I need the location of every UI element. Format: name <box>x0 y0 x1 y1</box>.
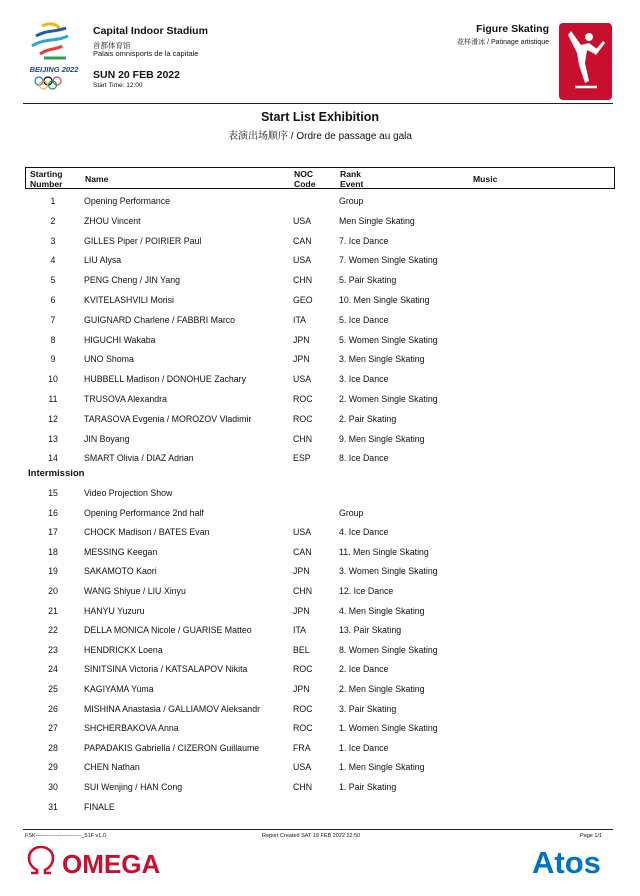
performer-name: HANYU Yuzuru <box>84 605 145 616</box>
rank-event: 9. Men Single Skating <box>339 433 425 444</box>
performer-name: GILLES Piper / POIRIER Paul <box>84 235 202 246</box>
noc-code: ROC <box>293 413 313 424</box>
performer-name: MISHINA Anastasia / GALLIAMOV Aleksandr <box>84 703 261 714</box>
col-noc-label: NOC <box>294 169 314 179</box>
table-row <box>25 762 615 781</box>
performer-name: FINALE <box>84 801 115 812</box>
table-row <box>25 743 615 762</box>
rank-event: 13. Pair Skating <box>339 625 402 636</box>
table-row <box>25 625 615 644</box>
col-noc-code <box>294 169 315 189</box>
performer-name: SUI Wenjing / HAN Cong <box>84 782 183 792</box>
performer-name: HUBBELL Madison / DONOHUE Zachary <box>84 374 246 385</box>
performer-name: HIGUCHI Wakaba <box>84 334 156 345</box>
document-title: Start List Exhibition <box>260 110 380 124</box>
noc-code: CHN <box>293 275 313 286</box>
rank-event: 4. Ice Dance <box>339 527 389 538</box>
col-name: Name <box>85 174 109 184</box>
table-row <box>25 255 615 274</box>
performer-name: Opening Performance <box>84 196 171 206</box>
starting-number: 10 <box>48 374 58 385</box>
performer-name: DELLA MONICA Nicole / GUARISE Matteo <box>84 625 252 636</box>
noc-code: CHN <box>293 433 313 444</box>
starting-number: 27 <box>48 723 58 734</box>
rank-event: 11. Men Single Skating <box>339 546 429 557</box>
rank-event: 1. Men Single Skating <box>339 762 425 773</box>
col-music: Music <box>473 174 498 184</box>
noc-code: USA <box>293 374 312 385</box>
performer-name: SAKAMOTO Kaori <box>84 566 157 577</box>
rank-event: 5. Ice Dance <box>339 314 389 325</box>
noc-code: USA <box>293 762 312 773</box>
document-subtitle: 表演出场顺序 / Ordre de passage au gala <box>228 131 412 142</box>
table-row <box>25 664 615 683</box>
starting-number: 24 <box>48 664 58 675</box>
performer-name: SMART Olivia / DIAZ Adrian <box>84 453 194 464</box>
starting-number: 26 <box>48 703 58 714</box>
starting-number: 23 <box>48 644 58 655</box>
rank-event: 12. Ice Dance <box>339 586 394 596</box>
logo-text: BEIJING 2022 <box>29 65 79 74</box>
venue-title: Capital Indoor Stadium <box>93 25 208 37</box>
rank-event: Group <box>339 507 364 518</box>
performer-name: GUIGNARD Charlene / FABBRI Marco <box>84 314 236 325</box>
noc-code: JPN <box>293 684 310 694</box>
starting-number: 18 <box>48 546 58 557</box>
noc-code: USA <box>293 255 312 266</box>
table-row <box>25 723 615 742</box>
event-date: SUN 20 FEB 2022 <box>93 69 180 81</box>
rank-event: Men Single Skating <box>339 215 415 226</box>
starting-number: 19 <box>48 566 58 577</box>
starting-number: 14 <box>48 453 58 464</box>
starting-number: 3 <box>50 235 56 246</box>
performer-name: PENG Cheng / JIN Yang <box>84 275 181 286</box>
performer-name: JIN Boyang <box>84 433 130 444</box>
noc-code: JPN <box>293 566 310 577</box>
performer-name: TARASOVA Evgenia / MOROZOV Vladimir <box>84 413 252 424</box>
table-row <box>25 704 615 723</box>
rank-event: 1. Pair Skating <box>339 782 397 792</box>
starting-number: 30 <box>48 782 58 792</box>
noc-code: ROC <box>293 703 313 714</box>
performer-name: LIU Alysa <box>84 255 122 266</box>
table-row <box>25 236 615 255</box>
rank-event: 7. Ice Dance <box>339 235 389 246</box>
venue-french-name: Palais omnisports de la capitale <box>93 49 199 58</box>
performer-name: TRUSOVA Alexandra <box>84 394 167 404</box>
col-event-label: Event <box>340 179 364 189</box>
performer-name: WANG Shiyue / LIU Xinyu <box>84 586 186 596</box>
report-created: Report Created SAT 19 FEB 2022 22:50 <box>262 833 361 839</box>
discipline-subtitle: 花样滑冰 / Patinage artistique <box>457 39 549 46</box>
table-row <box>25 216 615 235</box>
table-row <box>25 394 615 413</box>
noc-code: USA <box>293 527 312 538</box>
table-row <box>25 414 615 433</box>
performer-name: KAGIYAMA Yuma <box>84 684 154 694</box>
table-row <box>25 275 615 294</box>
table-row <box>25 782 615 801</box>
starting-number: 9 <box>50 354 56 365</box>
noc-code: CAN <box>293 235 312 246</box>
performer-name: PAPADAKIS Gabriella / CIZERON Guillaume <box>84 742 260 753</box>
performer-name: SHCHERBAKOVA Anna <box>84 723 179 734</box>
noc-code: JPN <box>293 354 310 365</box>
rank-event: 2. Ice Dance <box>339 664 389 675</box>
rank-event: 8. Ice Dance <box>339 453 389 464</box>
table-row <box>25 586 615 605</box>
table-row <box>25 434 615 453</box>
noc-code: CHN <box>293 782 313 792</box>
table-row <box>25 606 615 625</box>
performer-name: ZHOU Vincent <box>84 215 141 226</box>
starting-number: 2 <box>50 215 56 226</box>
starting-number: 21 <box>48 605 58 616</box>
noc-code: JPN <box>293 605 310 616</box>
rank-event: Group <box>339 196 364 206</box>
starting-number: 13 <box>48 433 58 444</box>
col-starting-number <box>30 169 62 189</box>
figure-skating-pictogram-icon <box>559 23 612 100</box>
col-starting-label: Starting <box>30 169 63 179</box>
noc-code: JPN <box>293 334 310 345</box>
noc-code: ITA <box>293 314 307 325</box>
table-row <box>25 354 615 373</box>
performer-name: CHOCK Madison / BATES Evan <box>84 527 210 538</box>
performer-name: MESSING Keegan <box>84 546 158 557</box>
rank-event: 1. Ice Dance <box>339 742 389 753</box>
rank-event: 2. Men Single Skating <box>339 684 425 694</box>
table-row <box>25 566 615 585</box>
table-row <box>25 508 615 527</box>
rank-event: 3. Pair Skating <box>339 703 397 714</box>
venue-chinese-name: 首都体育馆 <box>93 41 131 50</box>
footer-divider <box>23 829 613 830</box>
page-number: Page 1/1 <box>580 833 603 839</box>
col-rank-event <box>340 169 363 189</box>
omega-text: OMEGA <box>62 849 161 878</box>
starting-number: 25 <box>48 684 58 694</box>
discipline-title: Figure Skating <box>476 23 549 35</box>
table-row <box>25 684 615 703</box>
omega-logo <box>26 846 171 878</box>
table-row <box>25 196 615 215</box>
rank-event: 10. Men Single Skating <box>339 295 430 305</box>
table-row <box>25 453 615 472</box>
table-row <box>25 645 615 664</box>
table-row <box>25 802 615 821</box>
noc-code: CAN <box>293 546 312 557</box>
performer-name: Opening Performance 2nd half <box>84 507 204 518</box>
noc-code: FRA <box>293 742 311 753</box>
performer-name: CHEN Nathan <box>84 762 140 773</box>
starting-number: 11 <box>48 394 58 404</box>
starting-number: 5 <box>50 275 56 286</box>
table-row <box>25 527 615 546</box>
rank-event: 3. Men Single Skating <box>339 354 425 365</box>
col-rank-label: Rank <box>340 169 362 179</box>
performer-name: UNO Shoma <box>84 354 134 365</box>
performer-name: KVITELASHVILI Morisi <box>84 295 174 305</box>
table-row <box>25 335 615 354</box>
noc-code: ROC <box>293 723 313 734</box>
table-row <box>25 315 615 334</box>
starting-number: 15 <box>48 488 58 498</box>
starting-number: 12 <box>48 413 58 424</box>
noc-code: USA <box>293 215 312 226</box>
starting-number: 28 <box>48 742 58 753</box>
atos-text: Atos <box>532 845 601 879</box>
table-header <box>25 167 615 189</box>
intermission-heading: Intermission <box>28 468 85 479</box>
report-code: FSK-------------------------_51F v1.0 <box>25 833 106 839</box>
starting-number: 17 <box>48 527 58 538</box>
rank-event: 7. Women Single Skating <box>339 255 438 266</box>
table-row <box>25 295 615 314</box>
performer-name: SINITSINA Victoria / KATSALAPOV Nikita <box>84 664 248 675</box>
rank-event: 1. Women Single Skating <box>339 723 438 734</box>
starting-number: 8 <box>50 334 56 345</box>
rank-event: 2. Pair Skating <box>339 413 397 424</box>
start-time: Start Time: 12:00 <box>93 82 143 89</box>
beijing-2022-logo <box>22 20 86 90</box>
noc-code: ROC <box>293 664 313 675</box>
starting-number: 1 <box>50 196 56 206</box>
rank-event: 3. Ice Dance <box>339 374 389 385</box>
starting-number: 16 <box>48 507 58 518</box>
table-row <box>25 374 615 393</box>
noc-code: BEL <box>293 644 310 655</box>
rank-event: 4. Men Single Skating <box>339 605 425 616</box>
rank-event: 5. Women Single Skating <box>339 334 438 345</box>
header-divider <box>23 103 613 104</box>
rank-event: 5. Pair Skating <box>339 275 397 286</box>
starting-number: 7 <box>50 314 56 325</box>
starting-number: 22 <box>48 625 58 636</box>
noc-code: ROC <box>293 394 313 404</box>
noc-code: CHN <box>293 586 313 596</box>
noc-code: GEO <box>293 295 313 305</box>
rank-event: 8. Women Single Skating <box>339 644 438 655</box>
rank-event: 3. Women Single Skating <box>339 566 438 577</box>
atos-logo <box>530 843 612 879</box>
col-number-label: Number <box>30 179 63 189</box>
noc-code: ITA <box>293 625 307 636</box>
starting-number: 6 <box>50 295 56 305</box>
performer-name: HENDRICKX Loena <box>84 644 163 655</box>
table-row <box>25 488 615 507</box>
rank-event: 2. Women Single Skating <box>339 394 438 404</box>
noc-code: ESP <box>293 453 311 464</box>
col-code-label: Code <box>294 179 316 189</box>
starting-number: 31 <box>48 801 58 812</box>
performer-name: Video Projection Show <box>84 488 173 498</box>
starting-number: 20 <box>48 586 58 596</box>
starting-number: 4 <box>50 255 56 266</box>
table-row <box>25 547 615 566</box>
starting-number: 29 <box>48 762 58 773</box>
